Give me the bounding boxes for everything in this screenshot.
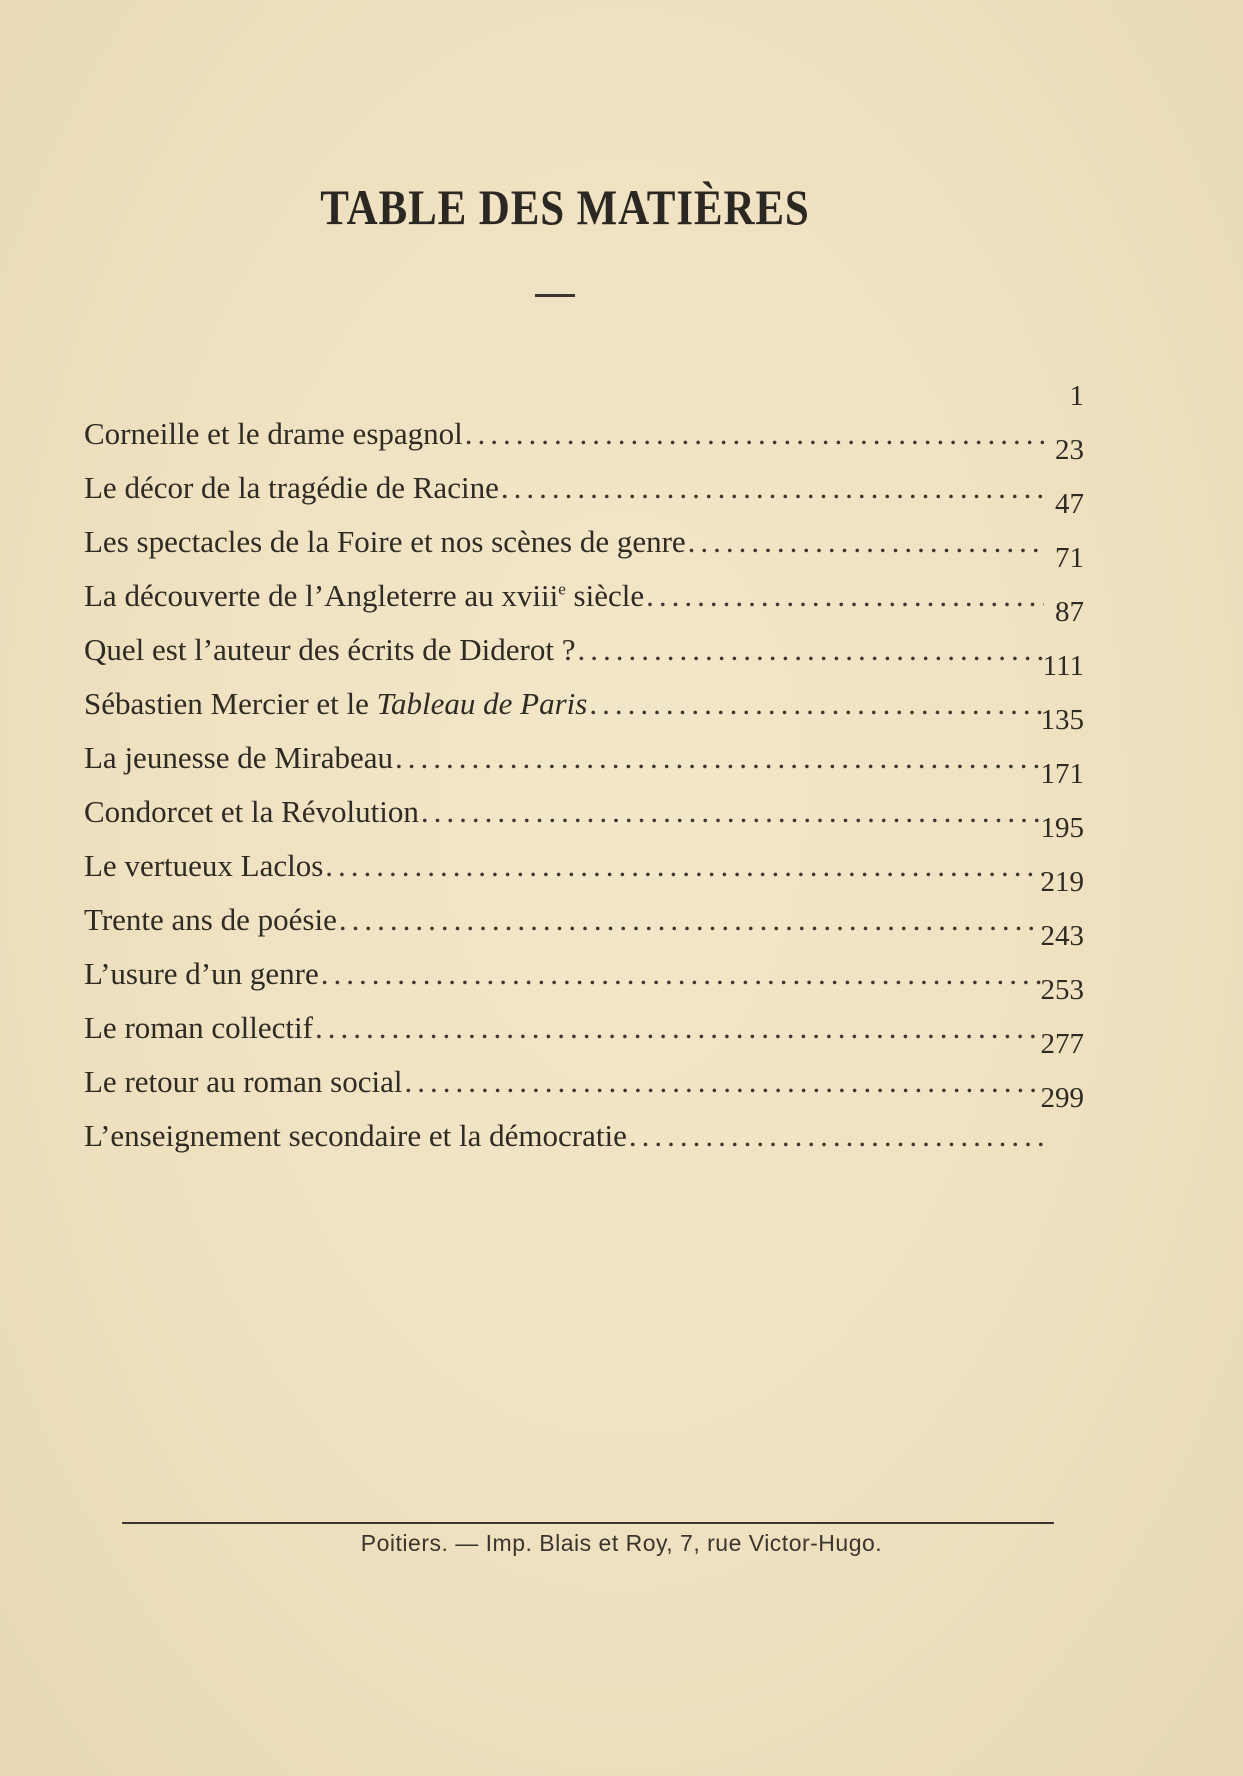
toc-entry-page: 277 [1040, 1028, 1084, 1060]
dot-leader [629, 1118, 1044, 1154]
dot-leader [321, 956, 1044, 992]
toc-entry-page: 111 [1042, 650, 1084, 682]
toc-entry-title: L’usure d’un genre [84, 956, 319, 991]
printer-imprint: Poitiers. — Imp. Blais et Roy, 7, rue Victor-Hugo. [360, 1530, 883, 1556]
dot-leader [315, 1010, 1044, 1046]
toc-entry-page: 243 [1040, 920, 1084, 952]
toc-entry [84, 974, 1084, 1046]
toc-entry [84, 866, 1084, 938]
toc-entry [84, 434, 1084, 506]
toc-entry-title: Condorcet et la Révolution [84, 794, 419, 829]
toc-entry-title: La jeunesse de Mirabeau [84, 740, 394, 775]
dot-leader [578, 632, 1044, 668]
dot-leader [465, 416, 1044, 452]
toc-entry-title: Le roman collectif [84, 1010, 313, 1045]
toc-entry [84, 596, 1084, 668]
toc-entry-title-suffix: siècle [565, 578, 645, 613]
toc-entry [84, 380, 1084, 452]
toc-entry [84, 812, 1084, 884]
superscript: e [558, 579, 566, 599]
dot-leader [395, 740, 1044, 776]
toc-entry [84, 542, 1084, 614]
toc-entry-title: Le retour au roman social [84, 1064, 403, 1099]
toc-entry-title: Corneille et le drame espagnol [84, 416, 463, 451]
toc-entry [84, 704, 1084, 776]
toc-entry-title-text: La découverte de l’Angleterre au xviii [84, 578, 559, 613]
dot-leader [688, 524, 1044, 560]
toc-entry [84, 758, 1084, 830]
page-title: TABLE DES MATIÈRES [320, 179, 810, 235]
toc-entry-page: 135 [1040, 704, 1084, 736]
dot-leader [646, 578, 1044, 614]
toc-entry-title: L’enseignement secondaire et la démocratie [84, 1118, 627, 1153]
toc-entry-page: 219 [1040, 866, 1084, 898]
toc-entry [84, 1082, 1084, 1154]
toc-entry-title-text: Sébastien Mercier et le [84, 686, 377, 721]
toc-entry [84, 650, 1084, 722]
toc-entry-page: 299 [1040, 1082, 1084, 1114]
toc-entry-title: Les spectacles de la Foire et nos scènes de genre [84, 524, 686, 559]
toc-entry-page: 195 [1040, 812, 1084, 844]
toc-entry-page: 253 [1040, 974, 1084, 1006]
dot-leader [404, 1064, 1044, 1100]
toc-entry-title: Trente ans de poésie [84, 902, 337, 937]
toc-entry-title: Le vertueux Laclos [84, 848, 324, 883]
italic-title: Tableau de Paris [376, 686, 588, 721]
toc-entry-title [84, 578, 646, 614]
footer-divider [122, 1522, 1054, 1524]
toc-entry-page: 23 [1055, 434, 1084, 466]
toc-entry-page: 71 [1055, 542, 1084, 574]
toc-entry-title: Quel est l’auteur des écrits de Diderot ? [84, 632, 576, 667]
table-of-contents [84, 380, 1084, 1154]
toc-entry [84, 1028, 1084, 1100]
toc-entry [84, 488, 1084, 560]
dot-leader [501, 470, 1044, 506]
toc-entry-title [84, 686, 589, 722]
toc-entry-page: 1 [1069, 380, 1084, 412]
toc-entry-title: Le décor de la tragédie de Racine [84, 470, 499, 505]
dot-leader [339, 902, 1044, 938]
dot-leader [325, 848, 1044, 884]
toc-entry-page: 47 [1055, 488, 1084, 520]
toc-entry-page: 171 [1040, 758, 1084, 790]
toc-entry-page: 87 [1055, 596, 1084, 628]
dot-leader [421, 794, 1044, 830]
dot-leader [589, 686, 1044, 722]
toc-entry [84, 920, 1084, 992]
title-divider [535, 294, 575, 297]
